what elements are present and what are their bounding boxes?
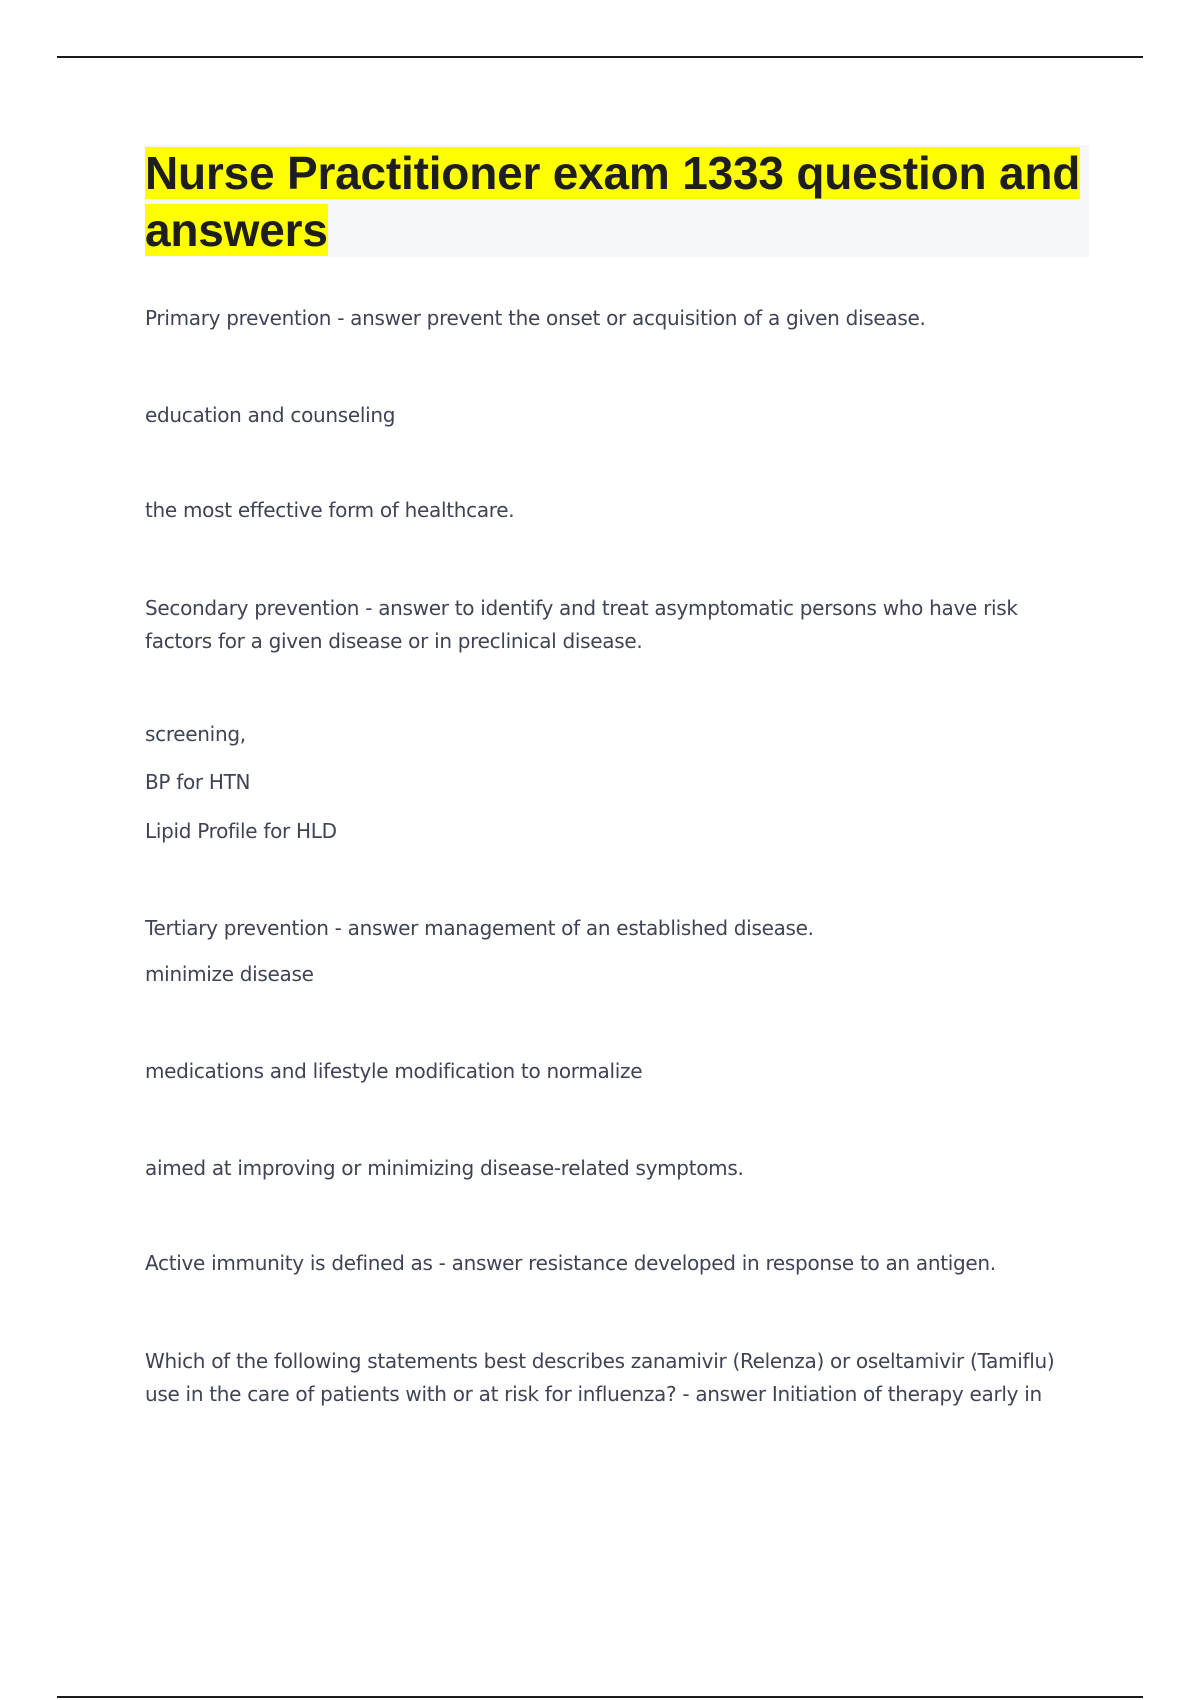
paragraph-active-immunity: Active immunity is defined as - answer resistance developed in response to an antigen.: [145, 1251, 996, 1275]
document-title: [145, 145, 1089, 259]
header-rule: [57, 56, 1143, 58]
paragraph-tertiary-prevention: Tertiary prevention - answer management of an established disease.: [145, 916, 814, 940]
paragraph-aimed-at-improving: aimed at improving or minimizing disease-related symptoms.: [145, 1156, 744, 1180]
footer-rule: [57, 1696, 1143, 1698]
paragraph-zanamivir-question: Which of the following statements best describes zanamivir (Relenza) or oseltamivir (Tamiflu) use in the care of patients with or at risk for influenza? - answer Initiation of therapy early in: [145, 1349, 1055, 1406]
paragraph-primary-prevention: Primary prevention - answer prevent the onset or acquisition of a given disease.: [145, 306, 926, 330]
paragraph-screening: screening,: [145, 722, 246, 746]
paragraph-medications-lifestyle: medications and lifestyle modification to normalize: [145, 1059, 643, 1083]
paragraph-bp-htn: BP for HTN: [145, 770, 251, 794]
title-highlight: Nurse Practitioner exam 1333 question and answers: [145, 147, 1081, 256]
title-block: [145, 145, 1089, 257]
paragraph-most-effective: the most effective form of healthcare.: [145, 498, 515, 522]
paragraph-minimize-disease: minimize disease: [145, 962, 314, 986]
paragraph-education-counseling: education and counseling: [145, 403, 396, 427]
paragraph-secondary-prevention: Secondary prevention - answer to identify and treat asymptomatic persons who have risk factors for a given disease or in preclinical disease.: [145, 596, 1018, 653]
paragraph-lipid-profile: Lipid Profile for HLD: [145, 819, 337, 843]
